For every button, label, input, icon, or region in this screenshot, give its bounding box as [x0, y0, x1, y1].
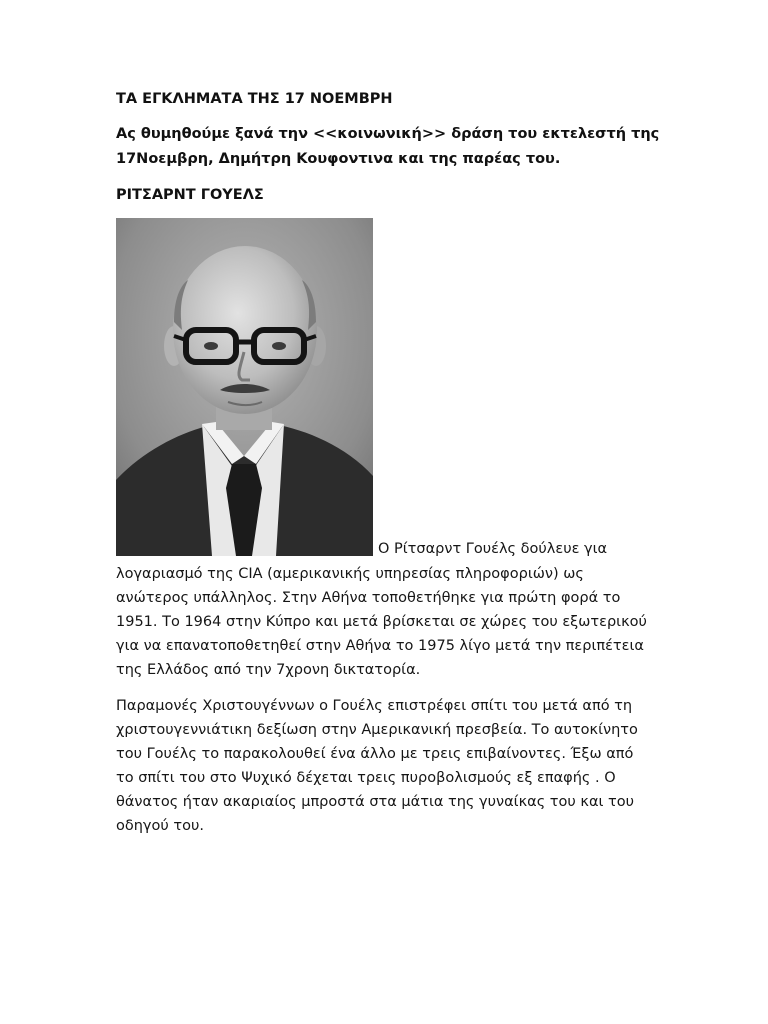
paragraph-line: θάνατος ήταν ακαριαίος μπροστά στα μάτια της γυναίκας του και του — [116, 794, 635, 810]
paragraph-line: του Γουέλς το παρακολουθεί ένα άλλο με τρεις επιβαίνοντες. Έξω από — [116, 746, 634, 762]
paragraph-line: οδηγού του. — [116, 818, 204, 834]
paragraph-line: το σπίτι του στο Ψυχικό δέχεται τρεις πυροβολισμούς εξ επαφής . Ο — [116, 770, 616, 786]
portrait-photo — [116, 218, 373, 556]
paragraph-line: της Ελλάδος από την 7χρονη δικτατορία. — [116, 662, 421, 678]
paragraph-line: λογαριασμό της CIA (αμερικανικής υπηρεσίας πληροφοριών) ως — [116, 566, 584, 582]
paragraph-line: ανώτερος υπάλληλος. Στην Αθήνα τοποθετήθηκε για πρώτη φορά το — [116, 590, 621, 606]
paragraph-line: Παραμονές Χριστουγέννων ο Γουέλς επιστρέφει σπίτι του μετά από τη — [116, 698, 633, 714]
intro-line: 17Νοεμβρη, Δημήτρη Κουφοντινα και της παρέας του. — [116, 151, 561, 167]
section-subtitle: ΡΙΤΣΑΡΝΤ ΓΟΥΕΛΣ — [116, 187, 264, 203]
document-title: ΤΑ ΕΓΚΛΗΜΑΤΑ ΤΗΣ 17 ΝΟΕΜΒΡΗ — [116, 91, 393, 107]
paragraph-line: 1951. Το 1964 στην Κύπρο και μετά βρίσκεται σε χώρες του εξωτερικού — [116, 614, 647, 630]
paragraph-line: για να επανατοποθετηθεί στην Αθήνα το 1975 λίγο μετά την περιπέτεια — [116, 638, 644, 654]
intro-line: Ας θυμηθούμε ξανά την <<κοινωνική>> δράση του εκτελεστή της — [116, 126, 660, 142]
paragraph-line: Ο Ρίτσαρντ Γουέλς δούλευε για — [378, 541, 608, 557]
paragraph-line: χριστουγεννιάτικη δεξίωση στην Αμερικανική πρεσβεία. Το αυτοκίνητο — [116, 722, 638, 738]
